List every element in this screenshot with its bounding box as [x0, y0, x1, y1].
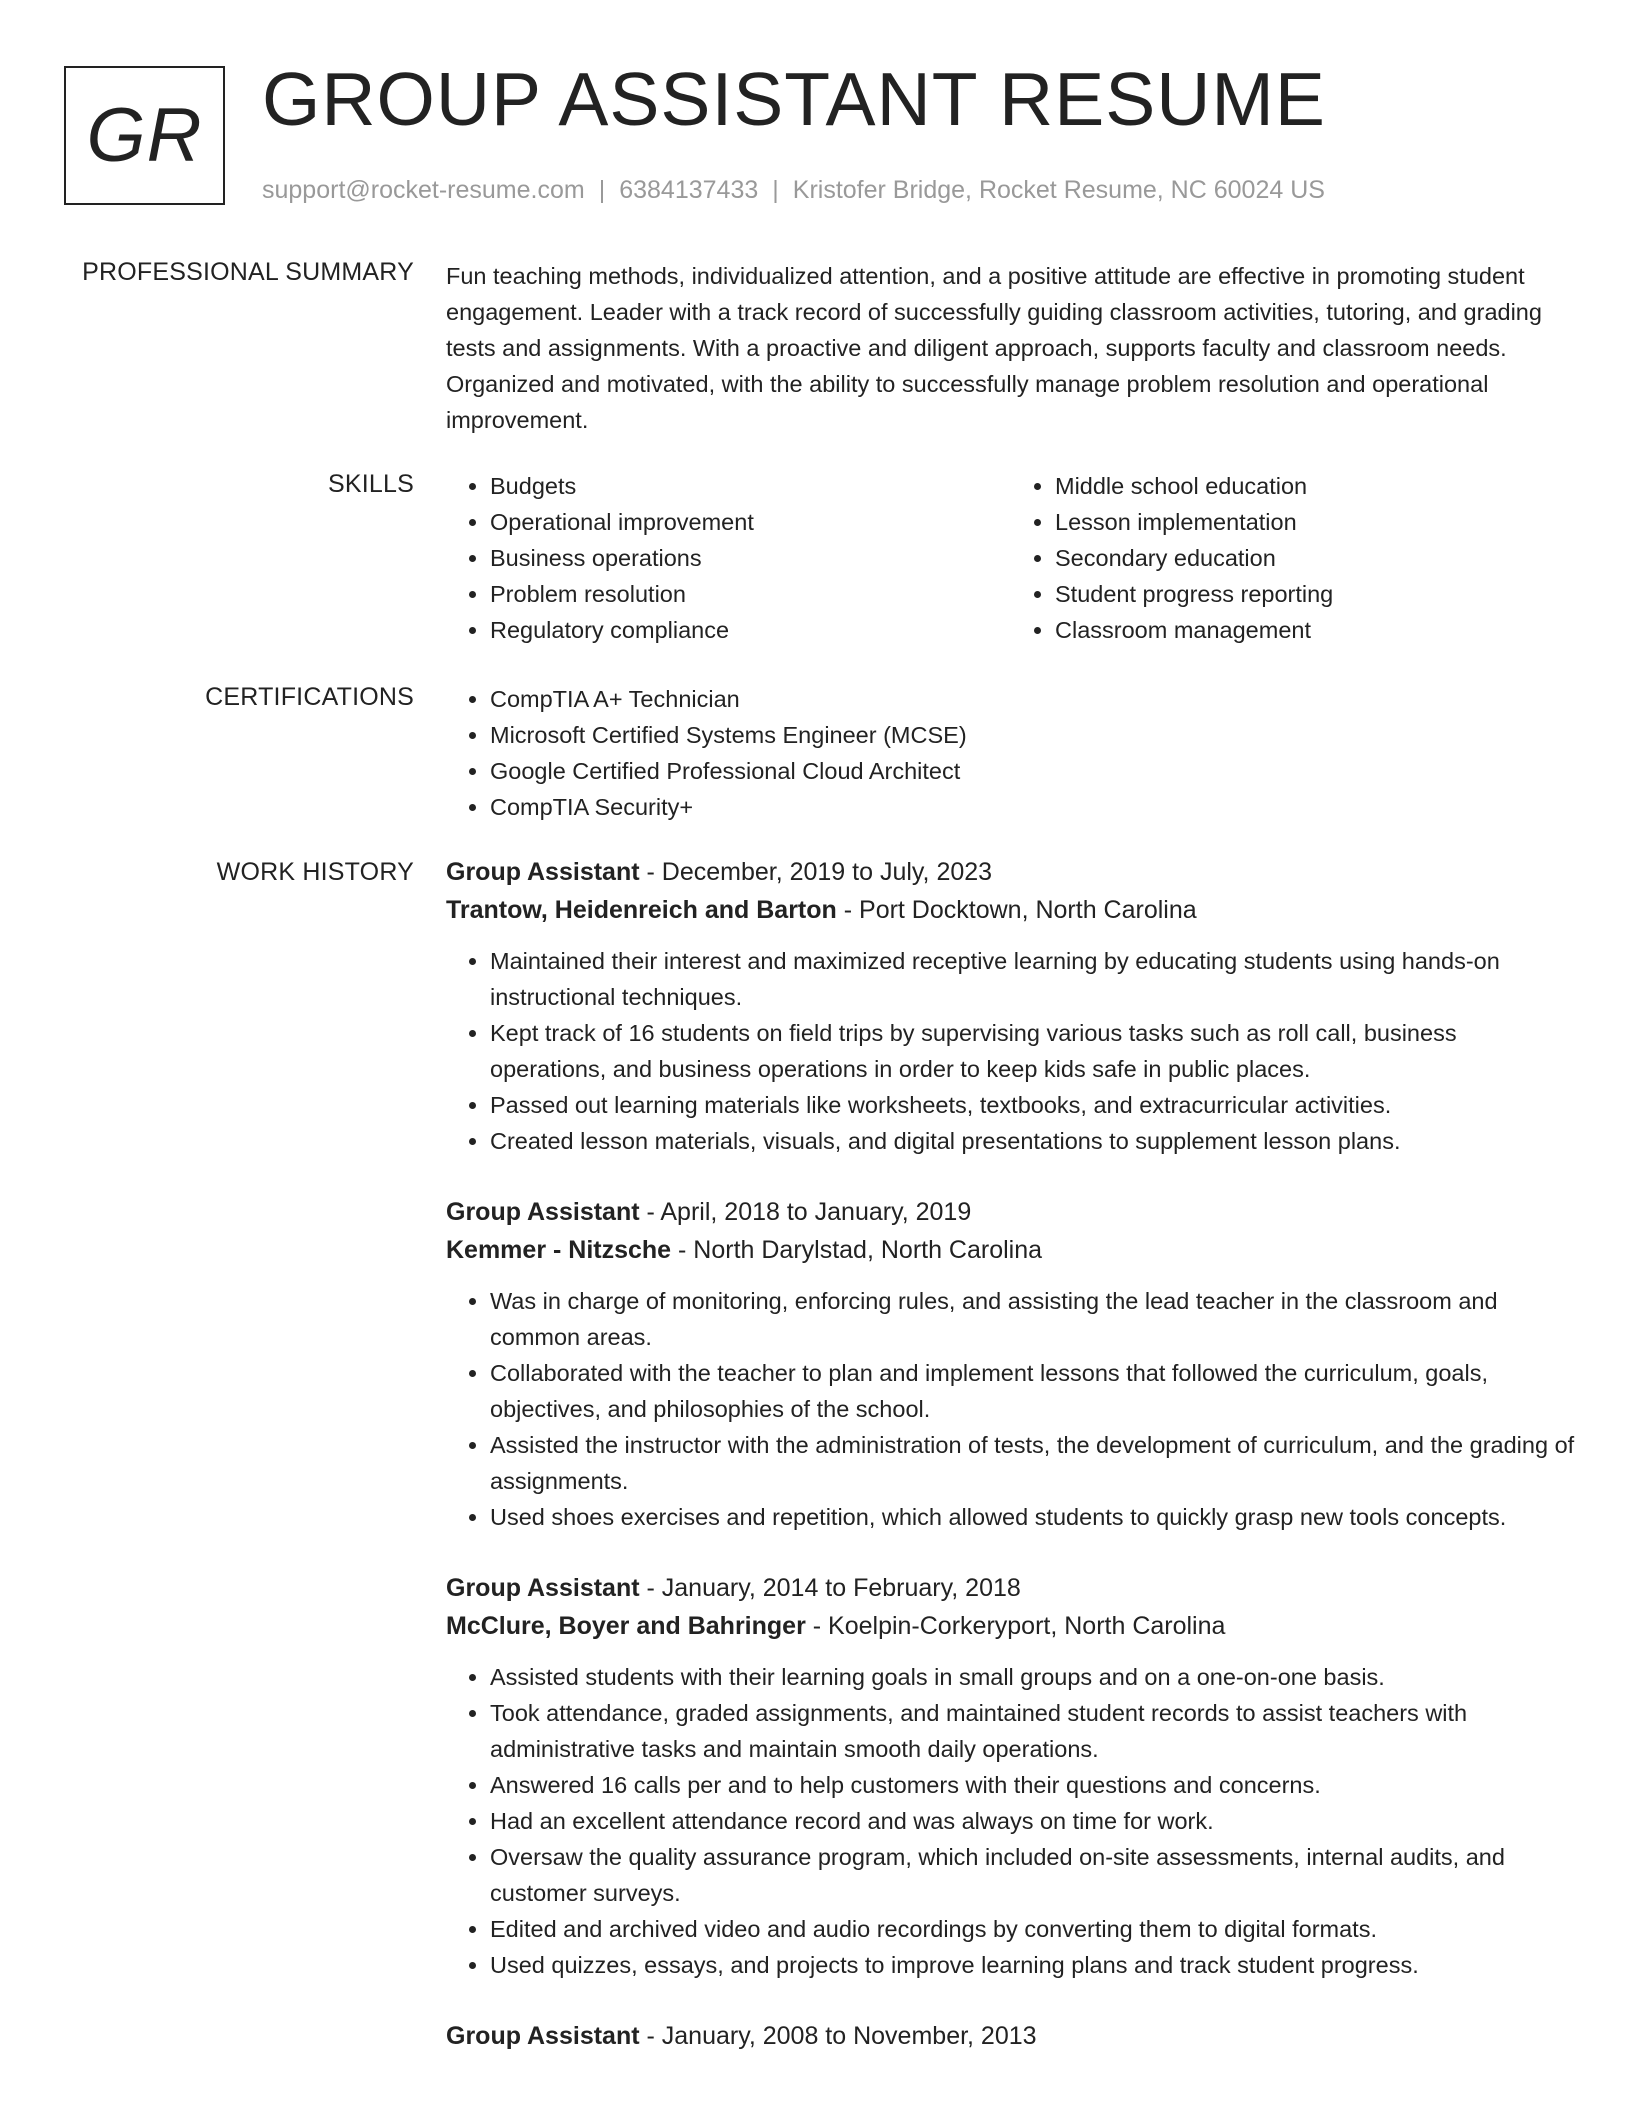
job-bullet: • Used shoes exercises and repetition, which allowed students to quickly grasp new tools concepts.: [490, 1499, 1576, 1535]
job-bullet: • Edited and archived video and audio recordings by converting them to digital formats.: [490, 1911, 1576, 1947]
skill-item: • Budgets: [490, 468, 1011, 504]
summary-heading: PROFESSIONAL SUMMARY: [82, 258, 414, 286]
job-company: McClure, Boyer and Bahringer: [446, 1612, 806, 1640]
skill-item: • Student progress reporting: [1055, 576, 1576, 612]
job-bullets: [446, 1283, 1576, 1535]
job-bullet: • Was in charge of monitoring, enforcing rules, and assisting the lead teacher in the classroom and common areas.: [490, 1283, 1576, 1355]
work-history-heading: WORK HISTORY: [216, 858, 414, 886]
job-entry: [446, 853, 1576, 1159]
job-bullet: • Took attendance, graded assignments, and maintained student records to assist teachers with administrative tasks and maintain smooth daily operations.: [490, 1695, 1576, 1767]
job-bullet: • Collaborated with the teacher to plan and implement lessons that followed the curriculum, goals, objectives, and philosophies of the school.: [490, 1355, 1576, 1427]
job-title-line: [446, 2017, 1576, 2055]
skills-list-left: [446, 468, 1011, 648]
job-company-line: [446, 1231, 1576, 1269]
summary-section: [446, 258, 1576, 438]
job-bullet: • Answered 16 calls per and to help customers with their questions and concerns.: [490, 1767, 1576, 1803]
certification-item: • Microsoft Certified Systems Engineer (MCSE): [490, 717, 1576, 753]
certifications-heading: CERTIFICATIONS: [205, 683, 414, 711]
skill-item: • Secondary education: [1055, 540, 1576, 576]
job-dates: - December, 2019 to July, 2023: [639, 858, 993, 886]
skill-item: • Middle school education: [1055, 468, 1576, 504]
job-entry: [446, 2017, 1576, 2055]
skills-section: [446, 468, 1576, 648]
contact-address: Kristofer Bridge, Rocket Resume, NC 60024 US: [792, 176, 1325, 204]
job-bullet: • Assisted the instructor with the administration of tests, the development of curriculum, and the grading of assignments.: [490, 1427, 1576, 1499]
job-bullet: • Passed out learning materials like worksheets, textbooks, and extracurricular activities.: [490, 1087, 1576, 1123]
job-title: Group Assistant: [446, 1198, 640, 1226]
job-title: Group Assistant: [446, 858, 640, 886]
job-bullet: • Maintained their interest and maximized receptive learning by educating students using hands-on instructional techniques.: [490, 943, 1576, 1015]
job-title-line: [446, 1193, 1576, 1231]
skill-item: • Problem resolution: [490, 576, 1011, 612]
job-bullet: • Used quizzes, essays, and projects to improve learning plans and track student progress.: [490, 1947, 1576, 1983]
job-location: - Port Docktown, North Carolina: [836, 896, 1197, 924]
job-dates: - January, 2008 to November, 2013: [639, 2022, 1037, 2050]
skill-item: • Lesson implementation: [1055, 504, 1576, 540]
monogram-initials: GR: [86, 93, 203, 178]
certification-item: • CompTIA Security+: [490, 789, 1576, 825]
job-title: Group Assistant: [446, 1574, 640, 1602]
contact-phone: 6384137433: [619, 176, 759, 204]
job-dates: - January, 2014 to February, 2018: [639, 1574, 1021, 1602]
job-company: Kemmer - Nitzsche: [446, 1236, 672, 1264]
skills-heading: SKILLS: [328, 470, 414, 498]
job-bullets: [446, 943, 1576, 1159]
job-company-line: [446, 891, 1576, 929]
job-location: - North Darylstad, North Carolina: [671, 1236, 1043, 1264]
certifications-list: [446, 681, 1576, 825]
skill-item: • Operational improvement: [490, 504, 1011, 540]
job-bullets: [446, 1659, 1576, 1983]
certification-item: • Google Certified Professional Cloud Architect: [490, 753, 1576, 789]
job-location: - Koelpin-Corkeryport, North Carolina: [805, 1612, 1226, 1640]
job-entry: [446, 1569, 1576, 1983]
skill-item: • Classroom management: [1055, 612, 1576, 648]
certifications-section: [446, 681, 1576, 825]
contact-separator: |: [598, 176, 606, 204]
monogram-box: [64, 66, 225, 205]
job-title-line: [446, 1569, 1576, 1607]
job-bullet: • Oversaw the quality assurance program, which included on-site assessments, internal audits, and customer surveys.: [490, 1839, 1576, 1911]
job-bullet: • Created lesson materials, visuals, and digital presentations to supplement lesson plans.: [490, 1123, 1576, 1159]
job-bullet: • Kept track of 16 students on field trips by supervising various tasks such as roll call, business operations, and business operations in order to keep kids safe in public places.: [490, 1015, 1576, 1087]
contact-email: support@rocket-resume.com: [262, 176, 585, 204]
resume-title: GROUP ASSISTANT RESUME: [262, 57, 1326, 141]
job-company-line: [446, 1607, 1576, 1645]
summary-text: Fun teaching methods, individualized attention, and a positive attitude are effective in promoting student engagement. Leader with a track record of successfully guiding classroom activities, tutoring, and grading tests and assignments. With a proactive and diligent approach, supports faculty and classroom needs. Organized and motivated, with the ability to successfully manage problem resolution and operational improvement.: [446, 263, 1542, 433]
skill-item: • Regulatory compliance: [490, 612, 1011, 648]
work-history-section: [446, 853, 1576, 2089]
job-title: Group Assistant: [446, 2022, 640, 2050]
certification-item: • CompTIA A+ Technician: [490, 681, 1576, 717]
job-bullet: • Assisted students with their learning goals in small groups and on a one-on-one basis.: [490, 1659, 1576, 1695]
contact-line: [262, 176, 1325, 205]
contact-separator: |: [772, 176, 779, 204]
job-dates: - April, 2018 to January, 2019: [639, 1198, 972, 1226]
job-entry: [446, 1193, 1576, 1535]
job-title-line: [446, 853, 1576, 891]
job-bullet: • Had an excellent attendance record and was always on time for work.: [490, 1803, 1576, 1839]
skill-item: • Business operations: [490, 540, 1011, 576]
skills-list-right: [1011, 468, 1576, 648]
job-company: Trantow, Heidenreich and Barton: [446, 896, 837, 924]
